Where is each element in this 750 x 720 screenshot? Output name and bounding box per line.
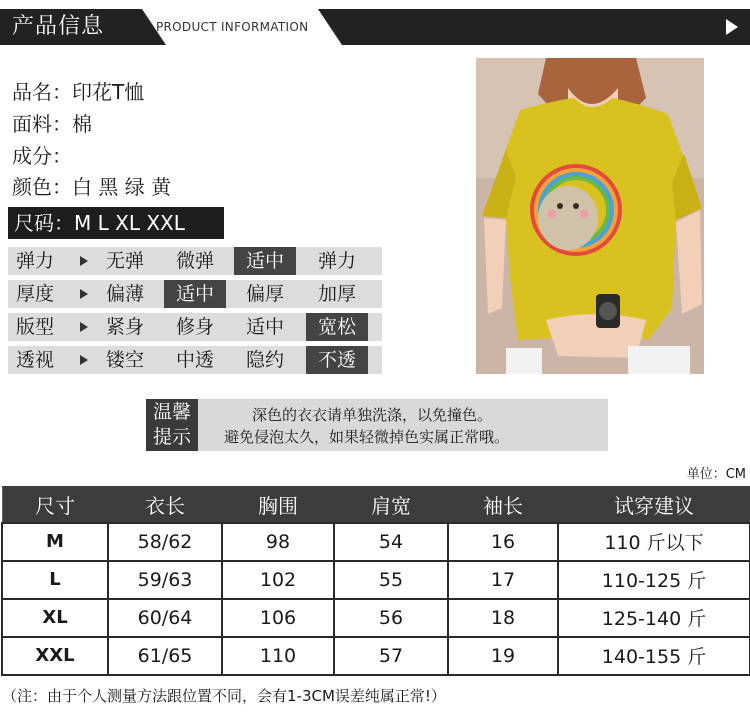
table-header-cell: 尺寸 — [2, 487, 108, 523]
attr-option-selected: 不透 — [306, 346, 368, 374]
table-header-cell: 肩宽 — [334, 487, 448, 523]
table-cell: 110 — [222, 637, 334, 675]
product-name: 品名：印花T恤 — [12, 80, 145, 104]
attr-row-transparency — [8, 346, 382, 374]
table-header-row — [2, 487, 750, 523]
attr-option: 微弹 — [175, 250, 214, 272]
attr-option: 中透 — [175, 349, 214, 371]
attr-row-elasticity — [8, 247, 382, 275]
tips-text: 避免侵泡太久，如果轻微掉色实属正常哦。 — [224, 428, 510, 446]
attr-option: 加厚 — [317, 283, 356, 305]
table-header-cell: 胸围 — [222, 487, 334, 523]
play-arrow-icon — [726, 19, 738, 35]
attr-option-selected: 宽松 — [306, 313, 368, 341]
table-cell: 16 — [448, 523, 558, 561]
table-cell: 58/62 — [108, 523, 222, 561]
attr-option: 隐约 — [245, 349, 284, 371]
attr-option-selected: 适中 — [164, 280, 226, 308]
attr-row-thickness — [8, 280, 382, 308]
table-row — [2, 599, 750, 637]
hedgehog-print — [530, 164, 622, 256]
table-cell: 17 — [448, 561, 558, 599]
tips-tag-line: 提示 — [152, 426, 191, 448]
attr-option: 适中 — [245, 316, 284, 338]
table-header-cell: 袖长 — [448, 487, 558, 523]
product-photo — [476, 58, 704, 374]
table-cell: 55 — [334, 561, 448, 599]
table-cell: 98 — [222, 523, 334, 561]
table-cell: 110 斤以下 — [558, 523, 750, 561]
attr-option: 无弹 — [105, 250, 144, 272]
triangle-right-icon — [80, 289, 88, 299]
attr-row-fit — [8, 313, 382, 341]
table-cell: 19 — [448, 637, 558, 675]
table-cell: 125-140 斤 — [558, 599, 750, 637]
section-header — [0, 9, 750, 45]
triangle-right-icon — [80, 322, 88, 332]
attr-label: 弹力 — [16, 250, 55, 272]
triangle-right-icon — [80, 256, 88, 266]
table-cell: 106 — [222, 599, 334, 637]
section-title: 产品信息 — [12, 14, 105, 39]
attr-label: 透视 — [16, 349, 55, 371]
table-row — [2, 561, 750, 599]
attr-option: 紧身 — [105, 316, 144, 338]
table-cell: XXL — [2, 637, 108, 675]
table-cell: 110-125 斤 — [558, 561, 750, 599]
table-row — [2, 523, 750, 561]
product-sizes: 尺码：M L XL XXL — [8, 207, 224, 239]
table-cell: 18 — [448, 599, 558, 637]
triangle-right-icon — [80, 355, 88, 365]
tips-tag-line: 温馨 — [152, 401, 191, 423]
table-cell: 57 — [334, 637, 448, 675]
attr-option: 修身 — [175, 316, 214, 338]
table-cell: 59/63 — [108, 561, 222, 599]
table-row — [2, 637, 750, 675]
tips-text: 深色的衣衣请单独洗涤，以免撞色。 — [252, 406, 493, 424]
unit-label: 单位：CM — [686, 467, 746, 482]
product-colors: 颜色：白 黑 绿 黄 — [12, 175, 172, 199]
section-subtitle: PRODUCT INFORMATION — [156, 20, 309, 34]
table-cell: 54 — [334, 523, 448, 561]
table-cell: XL — [2, 599, 108, 637]
table-header-cell: 试穿建议 — [558, 487, 750, 523]
attr-option: 镂空 — [105, 349, 144, 371]
attr-option: 偏薄 — [105, 283, 144, 305]
size-table — [1, 486, 750, 676]
table-header-cell: 衣长 — [108, 487, 222, 523]
model-illustration — [476, 58, 704, 374]
product-fabric: 面料：棉 — [12, 112, 92, 136]
attr-option-selected: 适中 — [234, 247, 296, 275]
table-cell: 56 — [334, 599, 448, 637]
attr-label: 厚度 — [16, 283, 55, 305]
table-cell: 102 — [222, 561, 334, 599]
table-cell: 61/65 — [108, 637, 222, 675]
table-cell: 140-155 斤 — [558, 637, 750, 675]
table-cell: L — [2, 561, 108, 599]
attr-label: 版型 — [16, 316, 55, 338]
table-cell: M — [2, 523, 108, 561]
tips-tag — [146, 399, 198, 451]
footnote: （注：由于个人测量方法跟位置不同，会有1-3CM误差纯属正常!） — [2, 687, 446, 705]
table-cell: 60/64 — [108, 599, 222, 637]
attr-option: 弹力 — [317, 250, 356, 272]
product-composition: 成分： — [12, 144, 72, 168]
attr-option: 偏厚 — [245, 283, 284, 305]
